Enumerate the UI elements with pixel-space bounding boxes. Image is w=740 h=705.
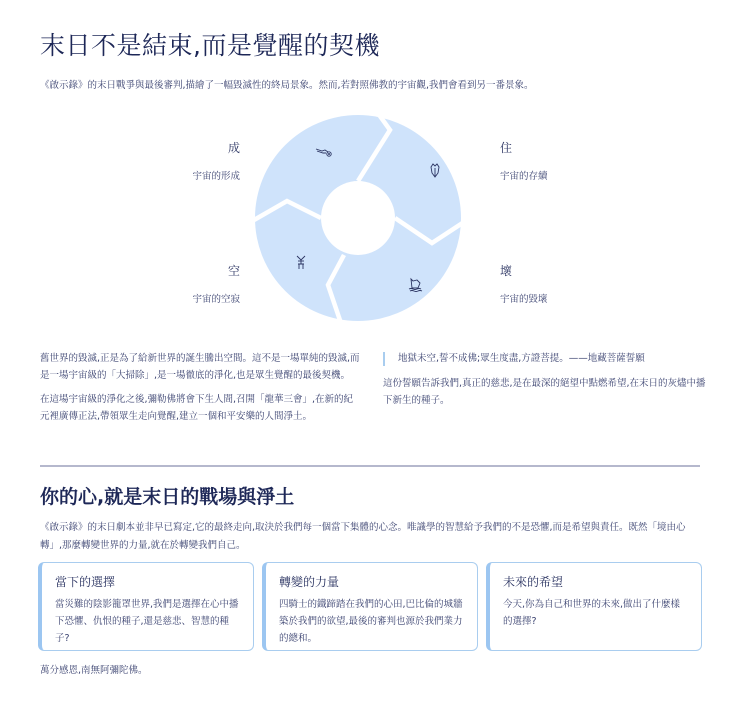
card-present-choice xyxy=(38,562,254,651)
left-paragraph-2: 在這場宇宙級的淨化之後,彌勒佛將會下生人間,召開「龍華三會」,在新的紀元裡廣傳正法,帶領眾生走向覺醒,建立一個和平安樂的人間淨土。 xyxy=(40,394,354,422)
card-title: 轉變的力量 xyxy=(279,575,340,589)
stage-desc: 宇宙的毀壞 xyxy=(500,294,548,305)
left-paragraph-1: 舊世界的毀滅,正是為了給新世界的誕生騰出空間。這不是一場單純的毀滅,而是一場宇宙級的「大掃除」,是一場徹底的淨化,也是眾生覺醒的最後契機。 xyxy=(40,353,360,381)
cycle-diagram xyxy=(254,100,464,338)
card-body: 今天,你為自己和世界的未來,做出了什麼樣的選擇? xyxy=(503,599,681,627)
stage-desc: 宇宙的存續 xyxy=(500,171,548,182)
right-column xyxy=(383,352,708,416)
section-divider xyxy=(40,465,700,467)
closing-line: 萬分感恩,南無阿彌陀佛。 xyxy=(40,665,148,676)
card-future-hope xyxy=(486,562,702,651)
stage-name: 空 xyxy=(227,264,240,278)
section2-heading: 你的心,就是末日的戰場與淨土 xyxy=(40,486,295,508)
intro-paragraph: 《啟示錄》的末日戰爭與最後審判,描繪了一幅毀滅性的終局景象。然而,若對照佛教的宇宙觀,我們會看到另一番景象。 xyxy=(40,80,534,91)
stage-desc: 宇宙的空寂 xyxy=(192,294,240,305)
card-title: 當下的選擇 xyxy=(55,575,116,589)
stage-kong xyxy=(150,262,240,305)
stage-desc: 宇宙的形成 xyxy=(192,171,240,182)
card-body: 四騎士的鐵蹄踏在我們的心田,巴比倫的城牆築於我們的欲望,最後的審判也源於我們業力的總和。 xyxy=(279,599,463,644)
stage-name: 壞 xyxy=(500,264,513,278)
stage-name: 成 xyxy=(227,141,240,155)
left-column xyxy=(40,350,362,432)
cycle-ring xyxy=(254,100,464,338)
stage-cheng xyxy=(150,139,240,182)
page-title: 末日不是結束,而是覺醒的契機 xyxy=(40,31,380,60)
right-paragraph-1: 這份誓願告訴我們,真正的慈悲,是在最深的絕望中點燃希望,在末日的灰燼中播下新生的種子。 xyxy=(383,378,706,406)
card-power-of-change xyxy=(262,562,478,651)
stage-zhu xyxy=(500,139,590,182)
stage-huai xyxy=(500,262,590,305)
stage-name: 住 xyxy=(500,141,513,155)
vow-quote: 地獄未空,誓不成佛;眾生度盡,方證菩提。——地藏菩薩誓願 xyxy=(383,352,708,366)
card-body: 當災難的陰影籠罩世界,我們是選擇在心中播下恐懼、仇恨的種子,還是慈悲、智慧的種子? xyxy=(55,599,239,644)
section2-paragraph: 《啟示錄》的末日劇本並非早已寫定,它的最終走向,取決於我們每一個當下集體的心念。唯識學的智慧給予我們的不是恐懼,而是希望與責任。既然「境由心轉」,那麼轉變世界的力量,就在於轉變我們自己。 xyxy=(40,522,686,551)
card-title: 未來的希望 xyxy=(503,575,564,589)
